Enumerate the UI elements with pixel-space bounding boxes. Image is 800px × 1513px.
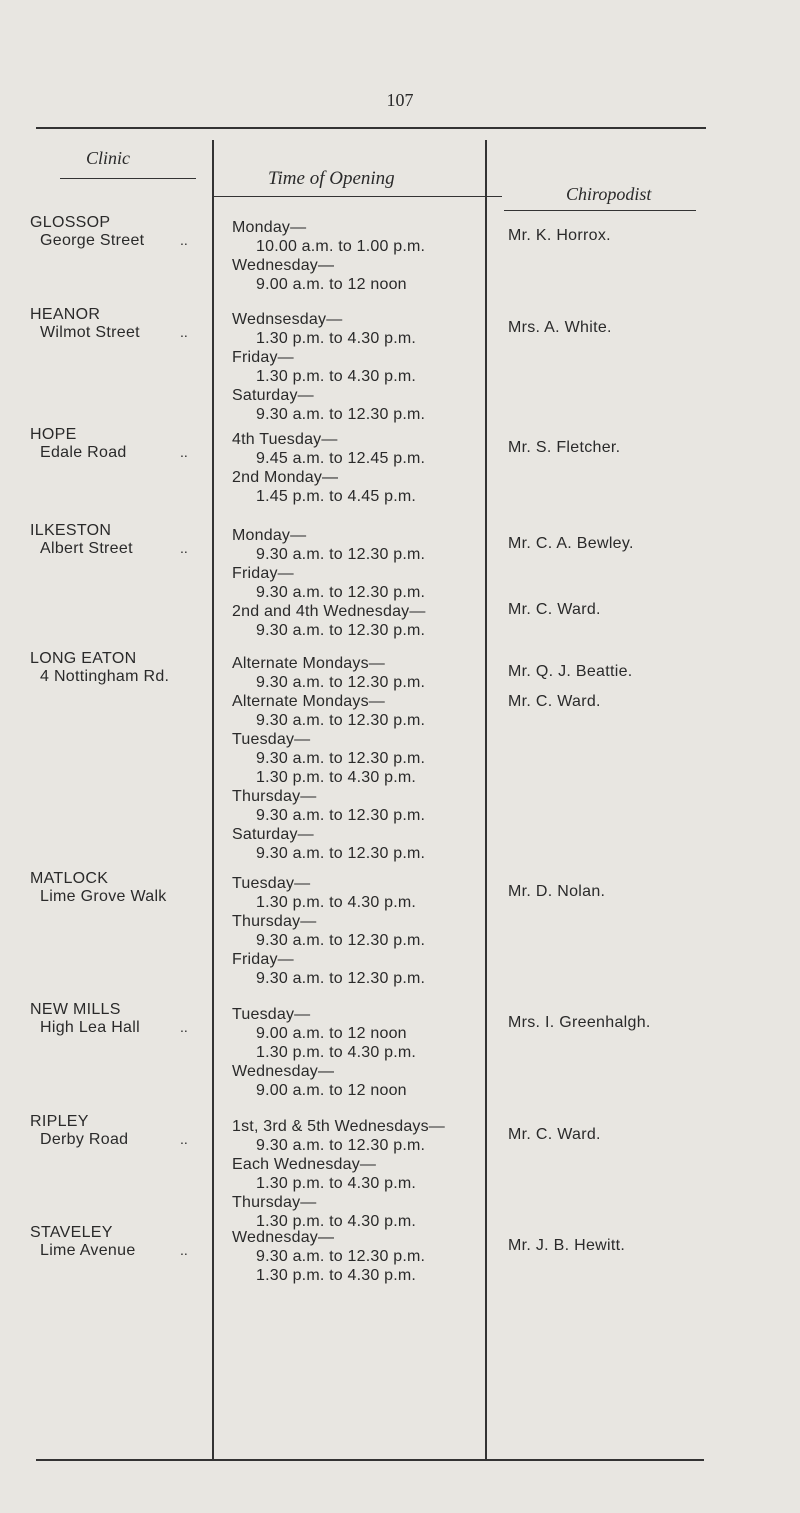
leader-dots: .. [180,1131,188,1147]
header-time-of-opening: Time of Opening [268,168,395,189]
opening-day: Thursday— [232,788,317,805]
header-chiropodist: Chiropodist [566,184,652,204]
opening-hours: 9.45 a.m. to 12.45 p.m. [256,450,426,467]
clinic-street: George Street [40,232,145,249]
header-underline [60,178,196,179]
clinic-street: Lime Grove Walk [40,888,167,905]
opening-hours: 1.30 p.m. to 4.30 p.m. [256,1175,417,1192]
chiropodist-name: Mr. C. Ward. [508,693,601,710]
opening-day: Wednsesday— [232,311,343,328]
opening-hours: 1.30 p.m. to 4.30 p.m. [256,894,417,911]
clinic-street: Wilmot Street [40,324,140,341]
opening-hours: 9.30 a.m. to 12.30 p.m. [256,970,426,987]
opening-hours: 9.30 a.m. to 12.30 p.m. [256,932,426,949]
opening-day: Friday— [232,951,294,968]
opening-day: Alternate Mondays— [232,655,386,672]
opening-day: 1st, 3rd & 5th Wednesdays— [232,1118,446,1135]
clinic-street: Edale Road [40,444,127,461]
clinic-street: Derby Road [40,1131,129,1148]
clinic-town: STAVELEY [30,1224,113,1241]
top-rule [36,127,706,129]
clinic-town: NEW MILLS [30,1001,121,1018]
opening-times-cell [232,310,492,424]
opening-hours: 9.30 a.m. to 12.30 p.m. [256,845,426,862]
opening-day: Tuesday— [232,875,311,892]
opening-times-cell [232,218,492,294]
opening-hours: 9.00 a.m. to 12 noon [256,1082,407,1099]
chiropodist-name: Mrs. A. White. [508,319,612,336]
opening-hours: 1.30 p.m. to 4.30 p.m. [256,1267,417,1284]
leader-dots: .. [180,324,188,340]
clinic-name-cell [30,650,210,686]
clinic-town: RIPLEY [30,1113,89,1130]
opening-hours: 10.00 a.m. to 1.00 p.m. [256,238,426,255]
opening-hours: 1.30 p.m. to 4.30 p.m. [256,1044,417,1061]
clinic-town: LONG EATON [30,650,137,667]
clinic-street: Lime Avenue [40,1242,136,1259]
clinic-town: ILKESTON [30,522,112,539]
opening-day: Monday— [232,527,307,544]
opening-hours: 9.30 a.m. to 12.30 p.m. [256,1137,426,1154]
opening-hours: 9.30 a.m. to 12.30 p.m. [256,584,426,601]
opening-day: Friday— [232,565,294,582]
opening-hours: 9.30 a.m. to 12.30 p.m. [256,712,426,729]
opening-times-cell [232,526,492,640]
clinic-street: Albert Street [40,540,133,557]
chiropodist-name: Mr. K. Horrox. [508,227,611,244]
opening-times-cell [232,874,492,988]
opening-day: Tuesday— [232,731,311,748]
opening-day: Tuesday— [232,1006,311,1023]
opening-times-cell [232,430,492,506]
opening-hours: 9.00 a.m. to 12 noon [256,276,407,293]
opening-day: 2nd Monday— [232,469,339,486]
chiropodist-name: Mr. Q. J. Beattie. [508,663,633,680]
opening-hours: 9.30 a.m. to 12.30 p.m. [256,406,426,423]
opening-day: Thursday— [232,1194,317,1211]
chiropodist-name: Mr. D. Nolan. [508,883,606,900]
chiropodist-name: Mr. C. A. Bewley. [508,535,634,552]
leader-dots: .. [180,1019,188,1035]
opening-day: Monday— [232,219,307,236]
opening-hours: 1.45 p.m. to 4.45 p.m. [256,488,417,505]
clinic-street: 4 Nottingham Rd. [40,668,170,685]
leader-dots: .. [180,232,188,248]
leader-dots: .. [180,444,188,460]
opening-times-cell [232,654,492,863]
opening-hours: 9.30 a.m. to 12.30 p.m. [256,546,426,563]
clinic-town: GLOSSOP [30,214,111,231]
opening-day: Thursday— [232,913,317,930]
clinic-town: HOPE [30,426,77,443]
chiropodist-name: Mrs. I. Greenhalgh. [508,1014,651,1031]
header-clinic: Clinic [86,148,130,168]
opening-hours: 9.30 a.m. to 12.30 p.m. [256,750,426,767]
opening-hours: 9.30 a.m. to 12.30 p.m. [256,807,426,824]
opening-day: Each Wednesday— [232,1156,377,1173]
chiropodist-name: Mr. C. Ward. [508,601,601,618]
opening-times-cell [232,1228,492,1285]
opening-day: Wednesday— [232,257,335,274]
clinic-street: High Lea Hall [40,1019,140,1036]
chiropodist-name: Mr. S. Fletcher. [508,439,621,456]
opening-hours: 9.00 a.m. to 12 noon [256,1025,407,1042]
clinic-town: MATLOCK [30,870,109,887]
leader-dots: .. [180,1242,188,1258]
chiropodist-name: Mr. C. Ward. [508,1126,601,1143]
page-number: 107 [386,90,414,110]
opening-day: Saturday— [232,826,314,843]
opening-times-cell [232,1005,492,1100]
header-underline [504,210,696,211]
opening-hours: 9.30 a.m. to 12.30 p.m. [256,674,426,691]
leader-dots: .. [180,540,188,556]
opening-day: 4th Tuesday— [232,431,338,448]
opening-hours: 1.30 p.m. to 4.30 p.m. [256,1213,417,1230]
bottom-rule [36,1459,704,1461]
opening-day: Saturday— [232,387,314,404]
opening-day: 2nd and 4th Wednesday— [232,603,426,620]
clinic-name-cell [30,870,210,906]
opening-day: Friday— [232,349,294,366]
opening-day: Wednesday— [232,1063,335,1080]
opening-day: Alternate Mondays— [232,693,386,710]
opening-hours: 1.30 p.m. to 4.30 p.m. [256,769,417,786]
opening-times-cell [232,1117,492,1231]
clinic-town: HEANOR [30,306,101,323]
chiropodist-name: Mr. J. B. Hewitt. [508,1237,626,1254]
column-divider [212,140,214,1460]
opening-hours: 9.30 a.m. to 12.30 p.m. [256,1248,426,1265]
opening-hours: 1.30 p.m. to 4.30 p.m. [256,368,417,385]
opening-hours: 9.30 a.m. to 12.30 p.m. [256,622,426,639]
opening-day: Wednesday— [232,1229,335,1246]
header-underline [212,196,502,197]
opening-hours: 1.30 p.m. to 4.30 p.m. [256,330,417,347]
